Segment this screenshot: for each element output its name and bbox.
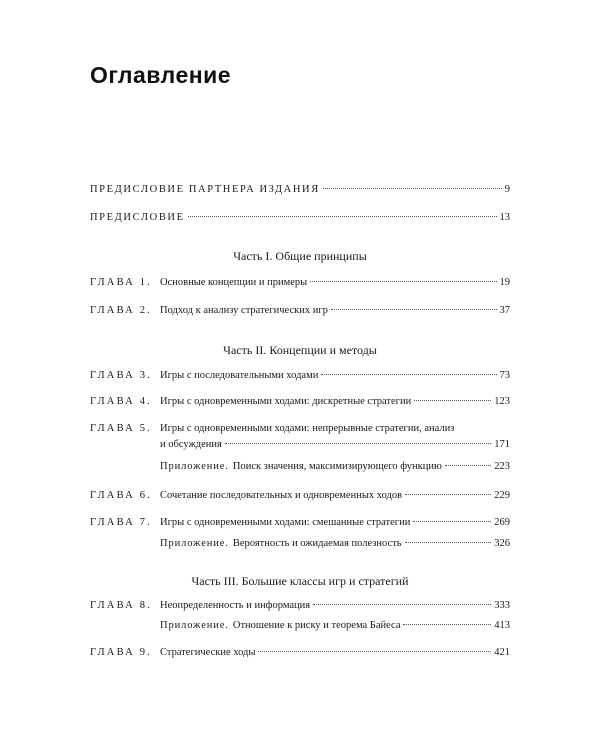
entry-title: Игры с одновременными ходами: дискретные стратегии	[160, 396, 412, 407]
entry-title: Игры с одновременными ходами: смешанные стратегии	[160, 517, 411, 528]
entry-title-line1: Игры с одновременными ходами: непрерывные стратегии, анализ	[160, 423, 455, 434]
page-number: 269	[494, 517, 510, 528]
toc-entry-appendix-8[interactable]	[90, 618, 510, 634]
dot-leader	[310, 281, 496, 282]
part-heading-2: Часть II. Концепции и методы	[223, 343, 377, 357]
page-title: Оглавление	[90, 62, 232, 88]
dot-leader	[331, 309, 497, 310]
toc-entry-chapter-5-continued[interactable]	[90, 437, 510, 453]
dot-leader	[405, 494, 491, 495]
page-number: 421	[494, 647, 510, 658]
entry-title: Подход к анализу стратегических игр	[160, 305, 328, 316]
dot-leader	[414, 400, 491, 401]
dot-leader	[405, 542, 492, 543]
toc-entry-chapter-6[interactable]	[90, 488, 510, 504]
appendix-label: Приложение.	[160, 461, 229, 472]
entry-title: Игры с последовательными ходами	[160, 370, 319, 381]
page-number: 73	[499, 370, 510, 381]
toc-entry-chapter-9[interactable]	[90, 645, 510, 661]
toc-entry-appendix-7[interactable]	[90, 536, 510, 552]
entry-title: Сочетание последовательных и одновременных ходов	[160, 490, 403, 501]
toc-entry-chapter-2[interactable]	[90, 303, 510, 319]
entry-title-line2: и обсуждения	[160, 439, 222, 450]
chapter-label: ГЛАВА 1.	[90, 277, 153, 288]
dot-leader	[323, 188, 502, 189]
dot-leader	[258, 651, 491, 652]
page-number: 223	[494, 461, 510, 472]
toc-entry-partner-preface[interactable]	[90, 182, 510, 198]
entry-title: ПРЕДИСЛОВИЕ	[90, 212, 185, 223]
toc-entry-appendix-5[interactable]	[90, 459, 510, 475]
toc-entry-preface[interactable]	[90, 210, 510, 226]
page-number: 123	[494, 396, 510, 407]
entry-title: Стратегические ходы	[160, 647, 256, 658]
appendix-label: Приложение.	[160, 620, 229, 631]
chapter-label: ГЛАВА 8.	[90, 600, 153, 611]
chapter-label: ГЛАВА 5.	[90, 423, 153, 434]
page-number: 326	[494, 538, 510, 549]
page-number: 19	[499, 277, 510, 288]
toc-entry-chapter-1[interactable]	[90, 275, 510, 291]
appendix-label: Приложение.	[160, 538, 229, 549]
dot-leader	[445, 465, 491, 466]
page-number: 37	[499, 305, 510, 316]
part-heading-1: Часть I. Общие принципы	[233, 249, 367, 263]
toc-entry-chapter-3[interactable]	[90, 368, 510, 384]
part-heading-3: Часть III. Большие классы игр и стратегий	[191, 574, 409, 588]
page-number: 9	[504, 184, 510, 195]
entry-title: Поиск значения, максимизирующего функцию	[232, 461, 442, 472]
page-number: 333	[494, 600, 510, 611]
page-number: 13	[499, 212, 510, 223]
chapter-label: ГЛАВА 4.	[90, 396, 153, 407]
entry-title: Вероятность и ожидаемая полезность	[232, 538, 402, 549]
dot-leader	[413, 521, 491, 522]
chapter-label: ГЛАВА 7.	[90, 517, 153, 528]
page-number: 171	[494, 439, 510, 450]
dot-leader	[321, 374, 496, 375]
dot-leader	[188, 216, 497, 217]
page-number: 229	[494, 490, 510, 501]
toc-entry-chapter-5[interactable]	[90, 421, 510, 437]
chapter-label: ГЛАВА 3.	[90, 370, 153, 381]
dot-leader	[313, 604, 491, 605]
entry-title: ПРЕДИСЛОВИЕ ПАРТНЕРА ИЗДАНИЯ	[90, 184, 320, 195]
entry-title: Отношение к риску и теорема Байеса	[232, 620, 401, 631]
entry-title: Неопределенность и информация	[160, 600, 311, 611]
toc-entry-chapter-4[interactable]	[90, 394, 510, 410]
chapter-label: ГЛАВА 2.	[90, 305, 153, 316]
entry-title: Основные концепции и примеры	[160, 277, 308, 288]
toc-entry-chapter-8[interactable]	[90, 598, 510, 614]
dot-leader	[225, 443, 491, 444]
page-number: 413	[494, 620, 510, 631]
chapter-label: ГЛАВА 6.	[90, 490, 153, 501]
toc-entry-chapter-7[interactable]	[90, 515, 510, 531]
chapter-label: ГЛАВА 9.	[90, 647, 153, 658]
dot-leader	[403, 624, 491, 625]
